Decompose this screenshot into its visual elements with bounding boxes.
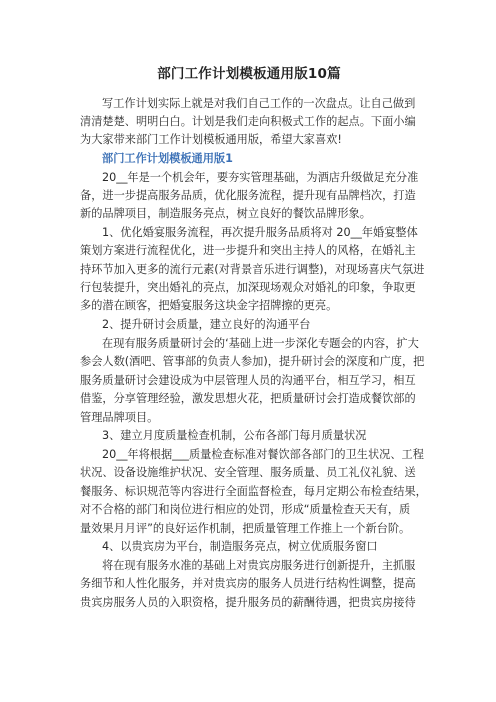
body-line: 20__年是一个机会年，要夯实管理基础，为酒店升级做足充分准 bbox=[102, 171, 419, 184]
body-line: 对不合格的部门和岗位进行相应的处罚，形成“质量检查天天有，质 bbox=[80, 503, 411, 516]
intro-line: 为大家带来部门工作计划模板通用版，希望大家喜欢! bbox=[80, 133, 342, 146]
body-line: 将在现有服务水准的基础上对贵宾房服务进行创新提升，主抓服 bbox=[102, 559, 416, 572]
body-line: 持环节加入更多的流行元素(对背景音乐进行调整)，对现场喜庆气氛进 bbox=[80, 263, 425, 276]
body-line: 贵宾房服务人员的入职资格，提升服务员的薪酬待遇，把贵宾房接待 bbox=[80, 596, 416, 609]
body-line: 参会人数(酒吧、管事部的负责人参加)，提升研讨会的深度和广度，把 bbox=[80, 355, 425, 368]
body-line: 管理品牌项目。 bbox=[80, 411, 159, 424]
body-line: 借鉴，分享管理经验，激发思想火花，把质量研讨会打造成餐饮部的 bbox=[80, 392, 416, 405]
body-line: 状况、设备设施维护状况、安全管理、服务质量、员工礼仪礼貌、送 bbox=[80, 466, 416, 479]
body-line: 2、提升研讨会质量，建立良好的沟通平台 bbox=[102, 318, 311, 331]
body-line: 务细节和人性化服务，并对贵宾房的服务人员进行结构性调整，提高 bbox=[80, 577, 416, 590]
section-subtitle: 部门工作计划模板通用版1 bbox=[102, 152, 233, 165]
body-line: 策划方案进行流程优化，进一步提升和突出主持人的风格，在婚礼主 bbox=[80, 244, 416, 257]
body-line: 多的潜在顾客，把婚宴服务这块金字招牌擦的更亮。 bbox=[80, 299, 338, 312]
body-line: 量效果月月评”的良好运作机制，把质量管理工作推上一个新台阶。 bbox=[80, 522, 411, 535]
body-line: 20__年将根据___质量检查标准对餐饮部各部门的卫生状况、工程 bbox=[102, 448, 424, 461]
body-line: 1、优化婚宴服务流程，再次提升服务品质将对 20__年婚宴整体 bbox=[102, 226, 418, 239]
body-line: 3、建立月度质量检查机制，公布各部门每月质量状况 bbox=[102, 429, 367, 442]
body-line: 4、以贵宾房为平台，制造服务亮点，树立优质服务窗口 bbox=[102, 540, 378, 553]
document-title: 部门工作计划模板通用版10篇 bbox=[157, 66, 341, 82]
body-line: 服务质量研讨会建设成为中层管理人员的沟通平台，相互学习，相互 bbox=[80, 374, 416, 387]
body-line: 行包装提升，突出婚礼的亮点，加深现场观众对婚礼的印象，争取更 bbox=[80, 281, 416, 294]
intro-line: 写工作计划实际上就是对我们自己工作的一次盘点。让自己做到 bbox=[102, 97, 416, 110]
body-line: 餐服务、标识规范等内容进行全面监督检查，每月定期公布检查结果， bbox=[80, 485, 427, 498]
body-line: 在现有服务质量研讨会的‘基础上进一步深化专题会的内容，扩大 bbox=[102, 337, 419, 350]
intro-line: 清清楚楚、明明白白。计划是我们走向积极式工作的起点。下面小编 bbox=[80, 115, 416, 128]
body-line: 备，进一步提高服务品质，优化服务流程，提升现有品牌档次，打造 bbox=[80, 189, 416, 202]
body-line: 新的品牌项目，制造服务亮点，树立良好的餐饮品牌形象。 bbox=[80, 207, 371, 220]
